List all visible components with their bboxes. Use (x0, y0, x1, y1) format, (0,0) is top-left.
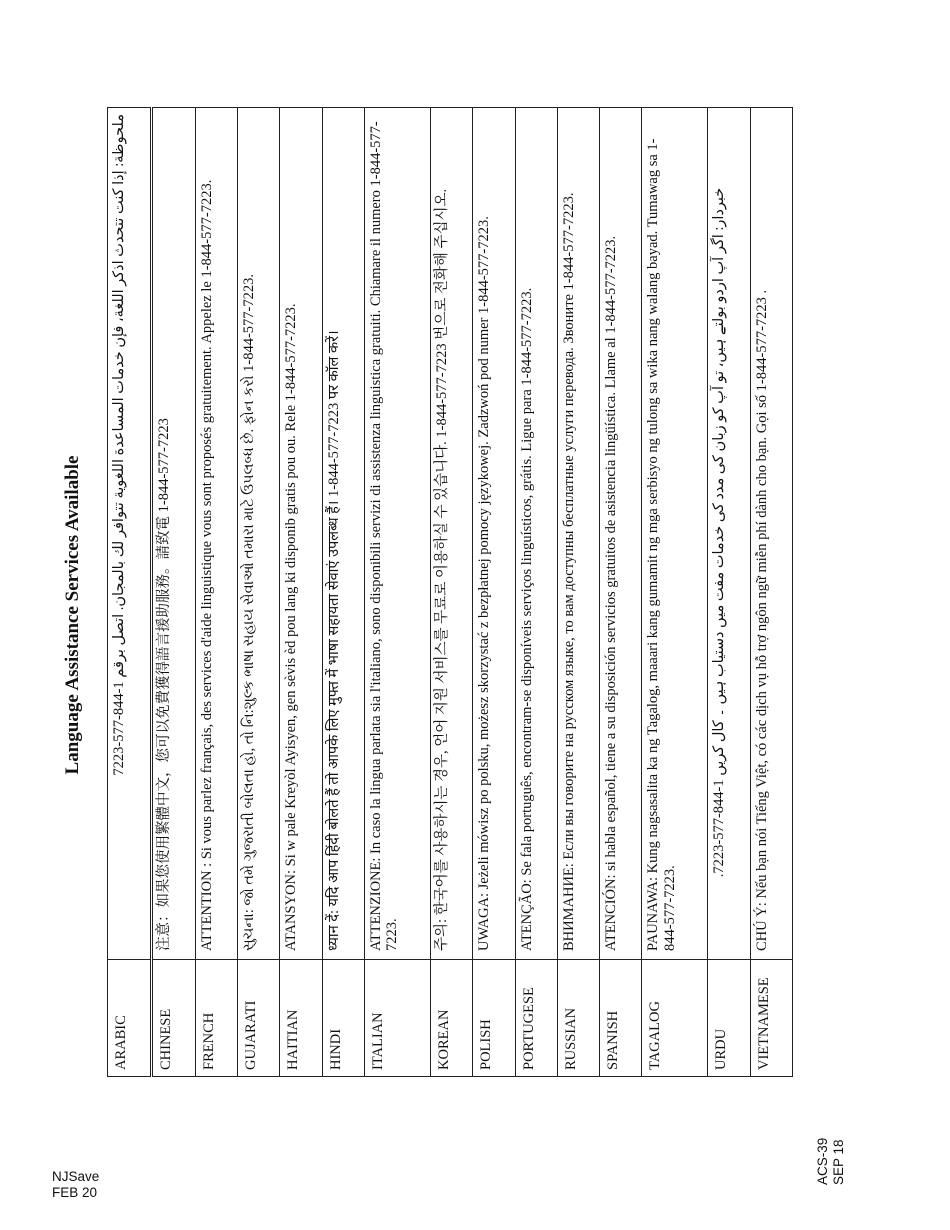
footer-left-line2: FEB 20 (52, 1185, 98, 1201)
table-row (473, 108, 515, 1077)
language-name: SPANISH (600, 960, 642, 1077)
table-row (515, 108, 557, 1077)
language-notice: ध्यान दें: यदि आप हिंदी बोलते हैं तो आपके लिए मुफ्त में भाषा सहायता सेवाएं उपलब्ध हैं। 1-844-577-7223 पर कॉल करें। (322, 108, 364, 960)
language-name: KOREAN (431, 960, 473, 1077)
language-table (107, 107, 793, 1077)
language-notice: 주의: 한국어를 사용하시는 경우, 언어 지원 서비스를 무료로 이용하실 수 있습니다. 1-844-577-7223 번으로 전화해 주십시오. (431, 108, 473, 960)
language-name: CHINESE (151, 960, 195, 1077)
language-notice: સુચના: જો તમે ગુજરાતી બોલતા હો, તો નિ:શુલ્ક ભાષા સહાય સેવાઓ તમારા માટે ઉપલબ્ધ છે. ફોન કરો 1-844-577-7223. (238, 108, 280, 960)
language-notice: ATENCIÓN: si habla español, tiene a su disposición servicios gratuitos de asistencia lingüística. Llame al 1-844-577-7223. (600, 108, 642, 960)
footer-left (52, 1169, 99, 1201)
language-name: FRENCH (195, 960, 237, 1077)
language-notice: ATANSYON: Si w pale Kreyòl Ayisyen, gen sèvis èd pou lang ki disponib gratis pou ou. Rele 1-844-577-7223. (280, 108, 322, 960)
language-notice: ملحوظة: إذا كنت تتحدث اذكر اللغة، فإن خدمات المساعدة اللغوية تتوافر لك بالمجان. اتصل برقم 1-844-577-7223 (108, 108, 152, 960)
language-name: HAITIAN (280, 960, 322, 1077)
language-name: ITALIAN (364, 960, 430, 1077)
language-notice: ВНИМАНИЕ: Если вы говорите на русском языке, то вам доступны бесплатные услуги перевода. Звоните 1-844-577-7223. (557, 108, 599, 960)
language-name: URDU (708, 960, 750, 1077)
language-notice: ATTENTION : Si vous parlez français, des services d'aide linguistique vous sont proposés gratuitement. Appelez le 1-844-577-7223. (195, 108, 237, 960)
table-row (431, 108, 473, 1077)
language-notice: ATTENZIONE: In caso la lingua parlata sia l'italiano, sono disponibili servizi di assistenza linguistica gratuiti. Chiamare il numero 1-844-577-7223. (364, 108, 430, 960)
table-row (238, 108, 280, 1077)
language-name: PORTUGESE (515, 960, 557, 1077)
footer-left-line1: NJSave (52, 1169, 100, 1184)
language-name: RUSSIAN (557, 960, 599, 1077)
table-row (151, 108, 195, 1077)
footer-right (815, 1091, 851, 1185)
language-notice: PAUNAWA: Kung nagsasalita ka ng Tagalog, maaari kang gumamit ng mga serbisyo ng tulong sa wika nang walang bayad. Tumawag sa 1-844-577-7223. (642, 108, 708, 960)
table-row (750, 108, 792, 1077)
language-name: TAGALOG (642, 960, 708, 1077)
language-notice: ATENÇÃO: Se fala português, encontram-se disponíveis serviços linguísticos, grátis. Ligue para 1-844-577-7223. (515, 108, 557, 960)
table-row (108, 108, 152, 1077)
table-row (600, 108, 642, 1077)
language-notice: UWAGA: Jeżeli mówisz po polsku, możesz skorzystać z bezpłatnej pomocy językowej. Zadzwoń pod numer 1-844-577-7223. (473, 108, 515, 960)
language-name: VIETNAMESE (750, 960, 792, 1077)
table-row (642, 108, 708, 1077)
table-row (195, 108, 237, 1077)
language-name: POLISH (473, 960, 515, 1077)
footer-right-line1: ACS-39 (815, 1137, 830, 1185)
language-name: ARABIC (108, 960, 152, 1077)
page-title: Language Assistance Services Available (62, 455, 83, 775)
language-notice: خبردار: اگر آپ اردو بولتے ہیں، تو آپ کو زبان کی مدد کی خدمات مفت میں دستیاب ہیں ۔ کال کریں 1-844-577-7223. (708, 108, 750, 960)
language-notice: CHÚ Ý: Nếu bạn nói Tiếng Việt, có các dịch vụ hỗ trợ ngôn ngữ miễn phí dành cho bạn. Gọi số 1-844-577-7223 . (750, 108, 792, 960)
table-row (280, 108, 322, 1077)
footer-right-line2: SEP 18 (831, 1139, 847, 1185)
language-name: HINDI (322, 960, 364, 1077)
table-row (557, 108, 599, 1077)
table-row (364, 108, 430, 1077)
table-row (708, 108, 750, 1077)
language-name: GUJARATI (238, 960, 280, 1077)
language-notice: 注意：如果您使用繁體中文，您可以免費獲得語言援助服務。請致電 1-844-577-7223 (151, 108, 195, 960)
table-row (322, 108, 364, 1077)
